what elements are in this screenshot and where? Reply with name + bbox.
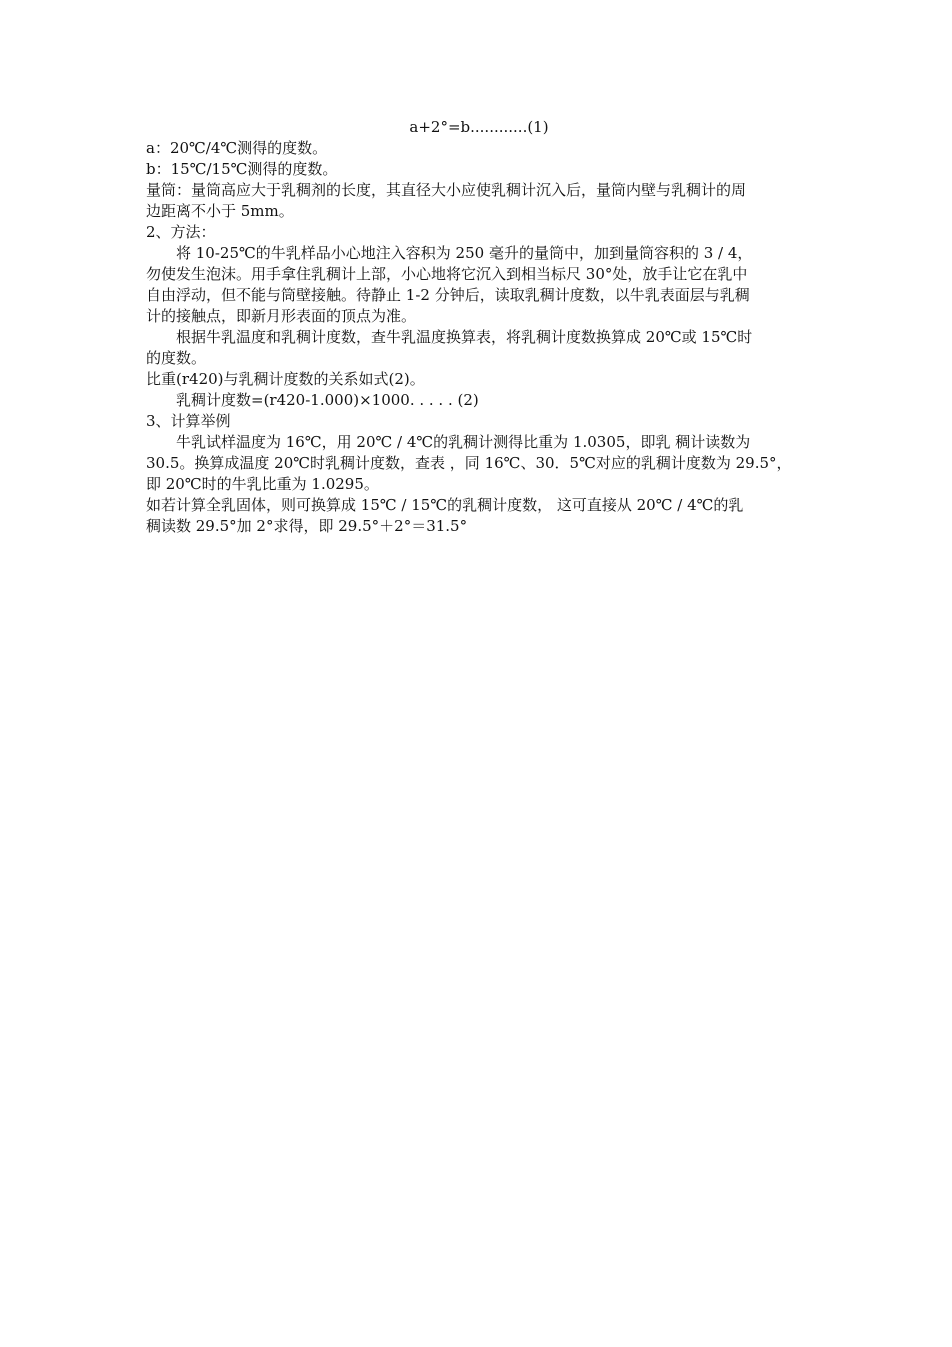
example-line-1: 牛乳试样温度为 16℃，用 20℃ / 4℃的乳稠计测得比重为 1.0305，即乳 稠计读数为: [176, 433, 751, 451]
formula-1: a+2°=b............(1): [409, 118, 549, 136]
cylinder-description-line-1: 量筒：量筒高应大于乳稠剂的长度，其直径大小应使乳稠计沉入后，量筒内壁与乳稠计的周: [146, 181, 747, 199]
method-line-2: 勿使发生泡沫。用手拿住乳稠计上部，小心地将它沉入到相当标尺 30°处，放手让它在乳中: [146, 265, 748, 283]
conversion-line-2: 的度数。: [146, 349, 207, 367]
example-line-2: 30.5。换算成温度 20℃时乳稠计度数，查表 ，同 16℃、30．5℃对应的乳稠计度数为 29.5°，: [146, 454, 792, 472]
method-line-1: 将 10-25℃的牛乳样品小心地注入容积为 250 毫升的量筒中，加到量筒容积的 3 / 4，: [176, 244, 753, 262]
definition-b: b：15℃/15℃测得的度数。: [146, 160, 338, 178]
document-body: [146, 117, 812, 537]
conversion-line-1: 根据牛乳温度和乳稠计度数，查牛乳温度换算表，将乳稠计度数换算成 20℃或 15℃时: [176, 328, 753, 346]
cylinder-description-line-2: 边距离不小于 5mm。: [146, 202, 294, 220]
method-line-4: 计的接触点，即新月形表面的顶点为准。: [146, 307, 417, 325]
solids-line-2: 稠读数 29.5°加 2°求得，即 29.5°＋2°＝31.5°: [146, 517, 468, 535]
method-heading: 2、方法：: [146, 223, 216, 241]
formula-2: 乳稠计度数=(r420-1.000)×1000. . . . . (2): [176, 391, 479, 409]
method-line-3: 自由浮动，但不能与筒壁接触。待静止 1-2 分钟后，读取乳稠计度数，以牛乳表面层与乳稠: [146, 286, 750, 304]
example-heading: 3、计算举例: [146, 412, 231, 430]
example-line-3: 即 20℃时的牛乳比重为 1.0295。: [146, 475, 379, 493]
relation-line: 比重(r420)与乳稠计度数的关系如式(2)。: [146, 370, 425, 388]
definition-a: a：20℃/4℃测得的度数。: [146, 139, 328, 157]
solids-line-1: 如若计算全乳固体，则可换算成 15℃ / 15℃的乳稠计度数， 这可直接从 20℃ / 4℃的乳: [146, 496, 744, 514]
